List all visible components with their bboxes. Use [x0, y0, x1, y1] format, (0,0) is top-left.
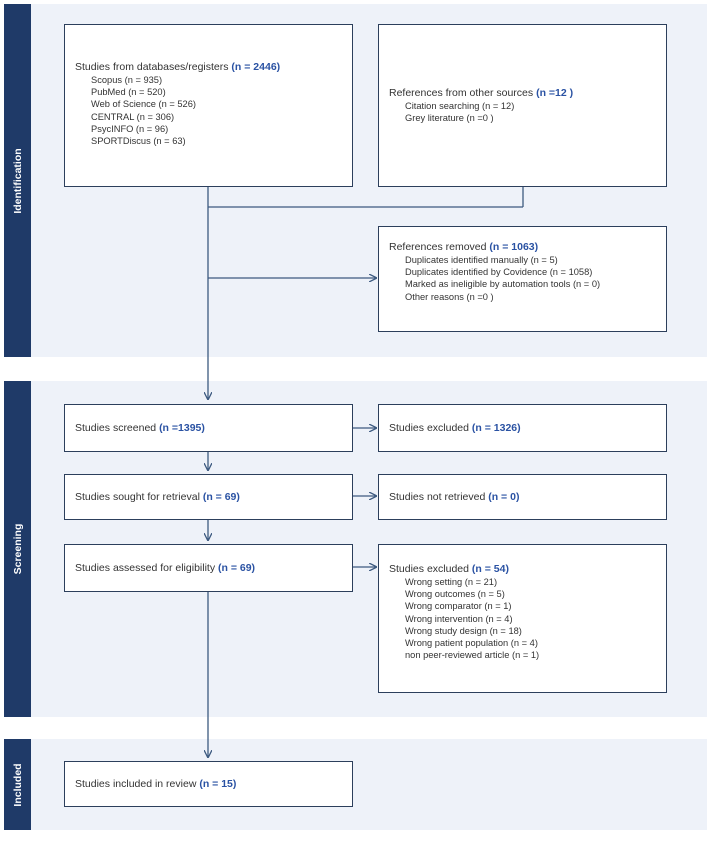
other-sources-count: (n =12 ) — [536, 87, 574, 99]
removed-item: Other reasons (n =0 ) — [405, 291, 494, 302]
removed-title: References removed — [389, 241, 487, 253]
not-retrieved-count: (n = 0) — [488, 490, 520, 503]
other-sources-title: References from other sources — [389, 87, 534, 99]
databases-item: Web of Science (n = 526) — [91, 99, 196, 110]
other-sources-box — [378, 24, 667, 187]
not-retrieved-box — [378, 474, 667, 520]
excluded-full-item: Wrong patient population (n = 4) — [405, 638, 538, 649]
databases-item: PsycINFO (n = 96) — [91, 123, 169, 134]
retrieval-count: (n = 69) — [202, 490, 240, 503]
eligibility-title: Studies assessed for eligibility — [75, 561, 216, 574]
excluded-full-item: Wrong comparator (n = 1) — [405, 601, 512, 612]
retrieval-box — [64, 474, 353, 520]
removed-item: Marked as ineligible by automation tools (n = 0) — [405, 279, 601, 290]
excluded-full-count: (n = 54) — [471, 563, 509, 575]
included-label: Included — [11, 762, 24, 807]
databases-box — [64, 24, 353, 187]
identification-label: Identification — [11, 147, 24, 214]
other-sources-item: Citation searching (n = 12) — [405, 101, 515, 111]
retrieval-title: Studies sought for retrieval — [75, 490, 200, 503]
removed-item: Duplicates identified manually (n = 5) — [405, 255, 558, 265]
other-sources-item: Grey literature (n =0 ) — [405, 113, 494, 124]
removed-box — [378, 226, 667, 332]
included-count: (n = 15) — [199, 777, 237, 790]
excluded-full-item: Wrong outcomes (n = 5) — [405, 589, 505, 600]
excluded-full-item: Wrong study design (n = 18) — [405, 625, 522, 636]
screening-label: Screening — [11, 523, 24, 575]
eligibility-box — [64, 544, 353, 592]
excluded-screen-title: Studies excluded — [389, 421, 469, 434]
databases-item: SPORTDiscus (n = 63) — [91, 136, 186, 147]
removed-count: (n = 1063) — [489, 241, 539, 253]
included-box — [64, 761, 353, 807]
databases-count: (n = 2446) — [231, 61, 281, 73]
excluded-full-title: Studies excluded — [389, 563, 469, 575]
excluded-full-item: non peer-reviewed article (n = 1) — [405, 650, 540, 661]
removed-item: Duplicates identified by Covidence (n = 1058) — [405, 267, 593, 278]
excluded-full-item: Wrong setting (n = 21) — [405, 577, 498, 587]
screened-title: Studies screened — [75, 421, 157, 434]
excluded-screen-count: (n = 1326) — [471, 421, 521, 434]
excluded-full-box — [378, 544, 667, 693]
databases-item: CENTRAL (n = 306) — [91, 111, 175, 122]
databases-title: Studies from databases/registers — [75, 61, 229, 73]
included-title: Studies included in review — [75, 777, 197, 790]
screened-box — [64, 404, 353, 452]
databases-item: PubMed (n = 520) — [91, 87, 166, 98]
excluded-screen-box — [378, 404, 667, 452]
databases-item: Scopus (n = 935) — [91, 75, 163, 85]
screened-count: (n =1395) — [159, 421, 205, 434]
not-retrieved-title: Studies not retrieved — [389, 490, 486, 503]
eligibility-count: (n = 69) — [218, 561, 256, 574]
excluded-full-item: Wrong intervention (n = 4) — [405, 613, 513, 624]
